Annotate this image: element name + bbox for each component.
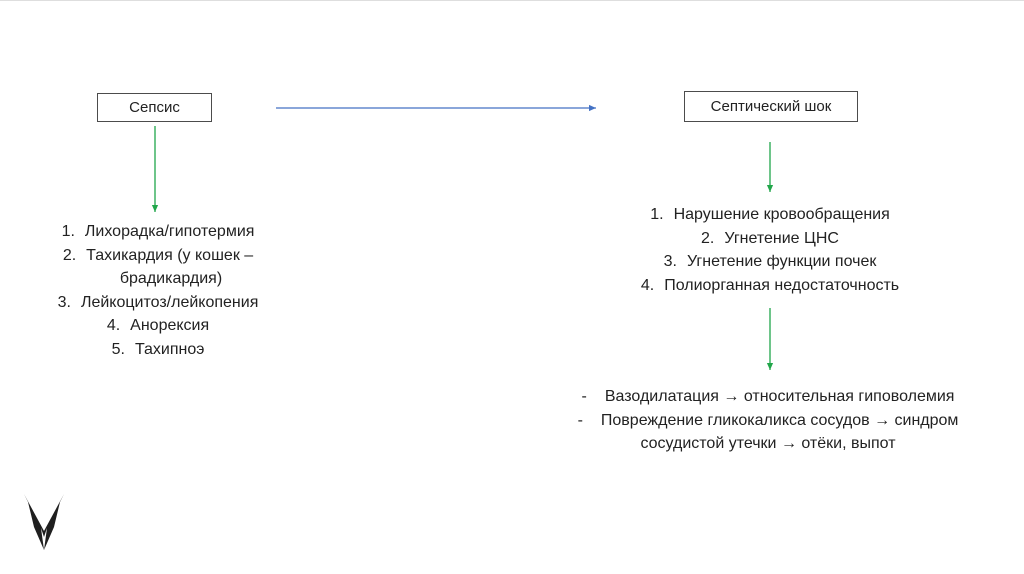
sepsis-sign-item <box>30 291 286 315</box>
sepsis-sign-item <box>30 220 286 244</box>
item-text: Анорексия <box>130 317 210 334</box>
septic-shock-effects-list <box>512 385 1024 456</box>
item-number: 4. <box>106 317 121 334</box>
septic-shock-signs-list <box>597 203 943 297</box>
sepsis-label: Сепсис <box>129 99 180 116</box>
item-text-continued: брадикардия) <box>119 270 223 287</box>
item-text: Нарушение кровообращения <box>673 206 890 223</box>
item-text: Угнетение ЦНС <box>724 229 839 247</box>
septic-shock-label: Септический шок <box>710 98 832 115</box>
item-number: 5. <box>111 340 125 358</box>
shock-sign-item <box>597 227 943 251</box>
item-text-continued: сосудистой утечки → отёки, выпот <box>640 435 896 452</box>
item-number: 1. <box>650 206 664 223</box>
item-number: 4. <box>640 276 655 294</box>
item-text: Полиорганная недостаточность <box>664 276 900 294</box>
sepsis-signs-list <box>30 220 286 361</box>
sepsis-box <box>97 93 212 122</box>
v-chevron-logo-icon <box>24 494 64 550</box>
sepsis-sign-item <box>30 314 286 338</box>
item-text: Лейкоцитоз/лейкопения <box>80 293 259 311</box>
shock-effect-item <box>512 385 1024 409</box>
shock-effect-item <box>512 409 1024 456</box>
sepsis-sign-item <box>30 338 286 362</box>
shock-sign-item <box>597 250 943 274</box>
slide-top-border <box>0 0 1024 1</box>
item-text: Лихорадка/гипотермия <box>84 223 255 240</box>
shock-sign-item <box>597 203 943 227</box>
item-marker: - <box>581 388 587 405</box>
item-number: 3. <box>663 253 677 270</box>
septic-shock-box <box>684 91 858 122</box>
item-number: 2. <box>701 229 715 247</box>
item-number: 2. <box>62 246 77 264</box>
shock-sign-item <box>597 274 943 298</box>
item-number: 3. <box>57 293 71 311</box>
item-text: Угнетение функции почек <box>686 253 877 270</box>
item-text: Вазодилатация → относительная гиповолемия <box>604 388 955 405</box>
item-text: Тахикардия (у кошек – <box>86 246 254 264</box>
item-number: 1. <box>61 223 75 240</box>
item-marker: - <box>577 411 583 429</box>
item-text: Тахипноэ <box>134 340 205 358</box>
sepsis-sign-item <box>30 244 286 291</box>
item-text: Повреждение гликокаликса сосудов → синдром <box>600 411 959 429</box>
